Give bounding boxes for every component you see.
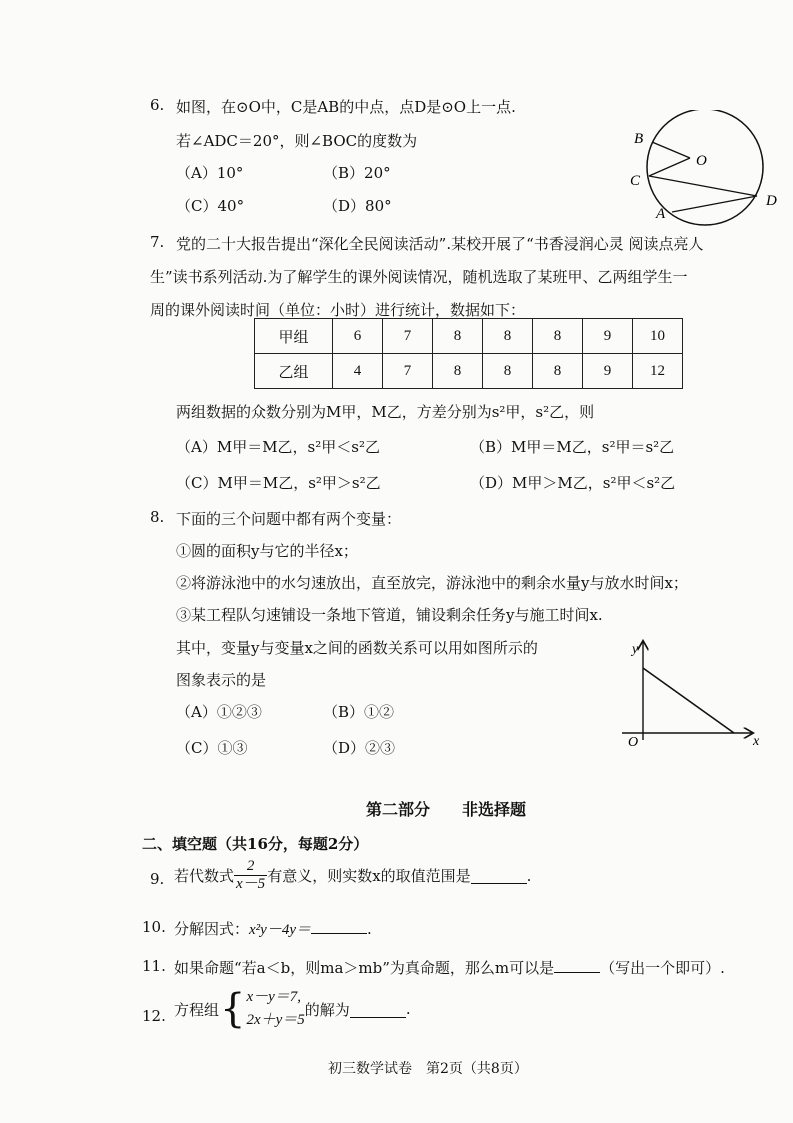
q8-line1: 下面的三个问题中都有两个变量： [176,510,402,528]
q10-answer-blank[interactable] [311,919,367,934]
q8-option-d: （D）②③ [323,739,396,757]
q12-pre: 方程组 [174,1000,220,1019]
q8-stem2: 图象表示的是 [176,671,267,689]
table-cell: 10 [633,319,683,354]
table-cell: 8 [483,354,533,389]
table-row-group-b [255,354,683,389]
q10-content [174,918,372,939]
equation-2: 2x＋y＝5 [246,1012,305,1028]
q8-stem1: 其中，变量y与变量x之间的函数关系可以用如图所示的 [176,639,538,657]
q8-option-b: （B）①② [323,703,395,721]
q12-post: 的解为 [304,1000,350,1019]
x-axis-label: x [753,734,760,749]
fraction-denominator: x－5 [236,876,266,892]
q11-answer-blank[interactable] [554,958,600,973]
table-cell: 7 [383,354,433,389]
q6-line1: 如图，在⊙O中，C是AB的中点，点D是⊙O上一点. [176,98,516,116]
table-cell: 8 [433,354,483,389]
q9-post: 有意义，则实数x的取值范围是 [267,867,471,885]
q8-item2: ②将游泳池中的水匀速放出，直至放完，游泳池中的剩余水量y与放水时间x； [176,574,688,592]
graph-line [643,668,734,733]
q11-number: 11. [142,957,166,975]
q8-number: 8. [150,508,165,526]
table-cell: 12 [633,354,683,389]
q8-item3: ③某工程队匀速铺设一条地下管道，铺设剩余任务y与施工时间x. [176,606,603,624]
segment-co [649,158,690,176]
q12-system [246,986,304,1032]
q6-line2: 若∠ADC＝20°，则∠BOC的度数为 [176,132,418,150]
table-cell: 8 [533,354,583,389]
table-cell: 8 [483,319,533,354]
label-d: D [766,193,777,209]
q11-content [174,957,725,978]
origin-label: O [628,735,639,750]
segment-bo [652,142,690,158]
q12-answer-blank[interactable] [350,1001,406,1018]
section-heading: 二、填空题（共16分，每题2分） [142,835,369,853]
q6-option-b: （B）20° [323,164,391,182]
q7-option-c: （C）M甲＝M乙，s²甲＞s²乙 [176,474,381,492]
q10-pre: 分解因式： [174,920,250,938]
q8-item1: ①圆的面积y与它的半径x； [176,542,358,560]
q8-function-graph [612,636,772,751]
table-cell: 6 [333,319,383,354]
table-cell: 9 [583,319,633,354]
q6-circle-figure [620,110,790,230]
q7-data-table [254,318,683,389]
table-cell: 4 [333,354,383,389]
q6-number: 6. [150,96,165,114]
q7-line1: 党的二十大报告提出“深化全民阅读活动”.某校开展了“书香浸润心灵 阅读点亮人 [176,235,704,253]
fraction-numerator: 2 [234,858,267,876]
table-cell: 8 [433,319,483,354]
q11-tail: （写出一个即可）. [600,959,725,977]
q7-option-d: （D）M甲＞M乙，s²甲＜s²乙 [470,474,676,492]
q10-end: . [367,920,372,938]
q12-end: . [405,1000,411,1018]
q10-expression: x²y－4y＝ [249,922,311,938]
y-axis-label: y [632,642,639,657]
q9-content [174,858,531,893]
table-row-group-a [255,319,683,354]
q6-option-d: （D）80° [323,197,392,215]
q12-number: 12. [142,1007,166,1025]
brace-icon: { [220,986,246,1032]
table-cell: 8 [533,319,583,354]
q10-number: 10. [142,918,166,936]
table-cell: 7 [383,319,433,354]
label-b: B [634,131,644,147]
table-cell: 9 [583,354,633,389]
q9-end: . [526,866,532,885]
label-o: O [696,153,707,169]
q7-number: 7. [150,233,165,251]
q6-option-c: （C）40° [176,197,245,215]
page-footer: 初三数学试卷 第2页（共8页） [328,1061,528,1077]
q7-line2: 生”读书系列活动.为了解学生的课外阅读情况，随机选取了某班甲、乙两组学生一 [150,268,688,286]
q12-content [174,986,411,1032]
q8-option-c: （C）①③ [176,739,248,757]
q9-answer-blank[interactable] [471,867,527,884]
table-cell: 乙组 [255,354,333,389]
label-a: A [656,206,666,222]
q9-pre: 若代数式 [174,867,235,885]
table-cell: 甲组 [255,319,333,354]
q7-stem: 两组数据的众数分别为M甲，M乙，方差分别为s²甲，s²乙，则 [176,403,595,421]
q9-number: 9. [150,870,165,888]
equation-1: x－y＝7, [246,989,302,1005]
q7-option-a: （A）M甲＝M乙，s²甲＜s²乙 [176,438,380,456]
q7-line3: 周的课外阅读时间（单位：小时）进行统计，数据如下： [150,301,526,319]
label-c: C [630,173,641,189]
q7-option-b: （B）M甲＝M乙，s²甲＝s²乙 [470,438,675,456]
q9-fraction [234,858,267,893]
q6-option-a: （A）10° [176,164,244,182]
segment-cd [649,176,757,196]
q11-text: 如果命题“若a＜b，则ma＞mb”为真命题，那么m可以是 [174,959,555,977]
part2-title: 第二部分 非选择题 [366,800,527,819]
q8-option-a: （A）①②③ [176,703,262,721]
